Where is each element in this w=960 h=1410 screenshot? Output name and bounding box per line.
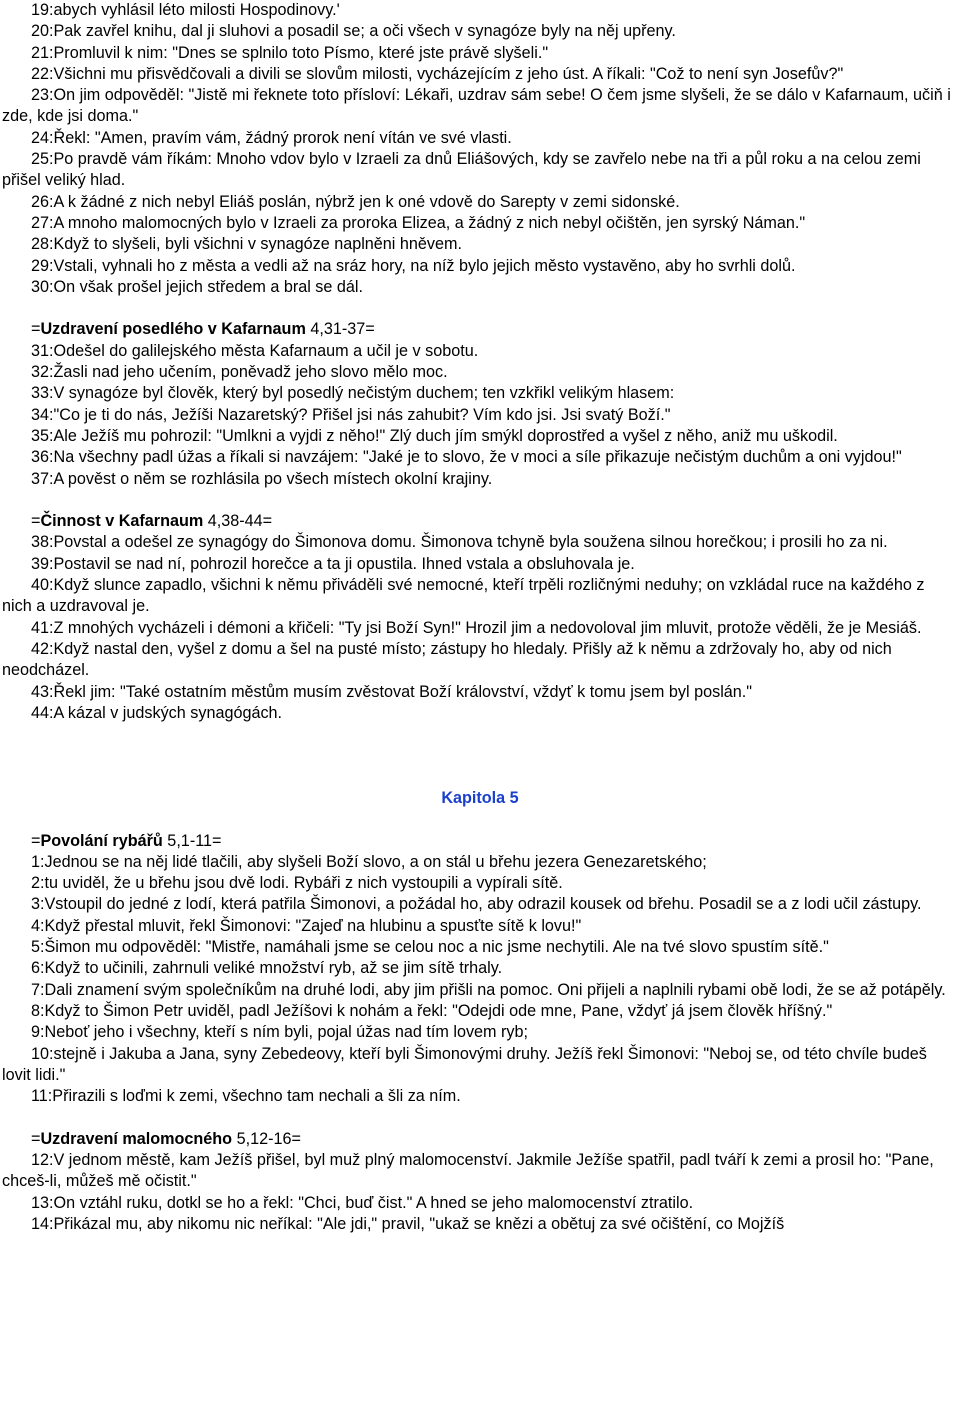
- heading-reference: 5,1-11=: [162, 831, 222, 850]
- chapter-title: Kapitola 5: [441, 788, 519, 807]
- spacer: [2, 298, 958, 319]
- verse: 34:"Co je ti do nás, Ježíši Nazaretský? Přišel jsi nás zahubit? Vím kdo jsi. Jsi svatý Boží.": [31, 405, 671, 424]
- heading-title: Uzdravení posedlého v Kafarnaum: [40, 320, 306, 339]
- spacer: [2, 724, 958, 767]
- heading-reference: 4,31-37=: [305, 320, 375, 339]
- verse: 22:Všichni mu přisvědčovali a divili se slovům milosti, vycházejícím z jeho úst. A říkali: "Což to není syn Josefův?": [31, 64, 844, 83]
- verse: 43:Řekl jim: "Také ostatním městům musím zvěstovat Boží království, vždyť k tomu jsem byl poslán.": [31, 682, 753, 701]
- heading-prefix: =: [31, 831, 41, 850]
- verse-block-2: [2, 341, 958, 490]
- section-heading: [2, 831, 958, 852]
- verse: 26:A k žádné z nich nebyl Eliáš poslán, nýbrž jen k oné vdově do Sarepty v zemi sidonské.: [31, 192, 680, 211]
- heading-reference: 5,12-16=: [232, 1129, 301, 1148]
- spacer: [2, 490, 958, 511]
- verse-block-4: [2, 852, 958, 1108]
- verse-block-1: [2, 0, 958, 298]
- section-heading: [2, 319, 958, 340]
- verse: 9:Neboť jeho i všechny, kteří s ním byli, pojal úžas nad tím lovem ryb;: [31, 1023, 529, 1042]
- verse: 44:A kázal v judských synagógách.: [31, 703, 283, 722]
- verse: 28:Když to slyšeli, byli všichni v synagóze naplněni hněvem.: [31, 235, 462, 254]
- spacer: [2, 1107, 958, 1128]
- verse: 41:Z mnohých vycházeli i démoni a křičeli: "Ty jsi Boží Syn!" Hrozil jim a nedovoloval jim mluvit, protože věděli, že je Mesiáš.: [31, 618, 922, 637]
- verse: 13:On vztáhl ruku, dotkl se ho a řekl: "Chci, buď čist." A hned se jeho malomocenství ztratilo.: [31, 1193, 694, 1212]
- verse: 5:Šimon mu odpověděl: "Mistře, namáhali jsme se celou noc a nic jsme nechytili. Ale na tvé slovo spustím sítě.": [31, 938, 829, 957]
- heading-prefix: =: [31, 512, 41, 531]
- verse: 6:Když to učinili, zahrnuli veliké množství ryb, až se jim sítě trhaly.: [31, 959, 503, 978]
- verse: 40:Když slunce zapadlo, všichni k němu přiváděli své nemocné, kteří trpěli rozličnými neduhy; on vzkládal ruce na každého z nich a uzdravoval je.: [2, 576, 925, 616]
- spacer: [2, 767, 958, 788]
- verse: 12:V jednom městě, kam Ježíš přišel, byl muž plný malomocenství. Jakmile Ježíše spatřil, padl tváří k zemi a prosil ho: "Pane, chceš-li, můžeš mě očistit.": [2, 1151, 934, 1191]
- verse: 33:V synagóze byl člověk, který byl posedlý nečistým duchem; ten vzkřikl velikým hlasem:: [31, 384, 675, 403]
- verse: 36:Na všechny padl úžas a říkali si navzájem: "Jaké je to slovo, že v moci a síle přikazuje nečistým duchům a oni vyjdou!": [31, 448, 902, 467]
- verse: 2:tu uviděl, že u břehu jsou dvě lodi. Rybáři z nich vystoupili a vypírali sítě.: [31, 874, 563, 893]
- verse: 27:A mnoho malomocných bylo v Izraeli za proroka Elizea, a žádný z nich nebyl očištěn, jen syrský Náman.": [31, 213, 806, 232]
- verse: 24:Řekl: "Amen, pravím vám, žádný prorok není vítán ve své vlasti.: [31, 128, 512, 147]
- verse: 4:Když přestal mluvit, řekl Šimonovi: "Zajeď na hlubinu a spusťte sítě k lovu!": [31, 916, 582, 935]
- verse: 14:Přikázal mu, aby nikomu nic neříkal: "Ale jdi," pravil, "ukaž se knězi a obětuj za své očištění, co Mojžíš: [31, 1214, 785, 1233]
- spacer: [2, 809, 958, 830]
- verse: 23:On jim odpověděl: "Jistě mi řeknete toto přísloví: Lékaři, uzdrav sám sebe! O čem jsme slyšeli, že se dálo v Kafarnaum, učiň i zde, kde jsi doma.": [2, 86, 951, 126]
- heading-reference: 4,38-44=: [203, 512, 273, 531]
- verse: 32:Žasli nad jeho učením, poněvadž jeho slovo mělo moc.: [31, 363, 448, 382]
- heading-prefix: =: [31, 320, 41, 339]
- heading-title: Povolání rybářů: [40, 831, 163, 850]
- verse: 20:Pak zavřel knihu, dal ji sluhovi a posadil se; a oči všech v synagóze byly na něj upřeny.: [31, 22, 676, 41]
- verse: 25:Po pravdě vám říkám: Mnoho vdov bylo v Izraeli za dnů Eliášových, kdy se zavřelo nebe na tři a půl roku a na celou zemi přišel veliký hlad.: [2, 150, 921, 190]
- verse: 39:Postavil se nad ní, pohrozil horečce a ta ji opustila. Ihned vstala a obsluhovala je.: [31, 554, 635, 573]
- section-heading: [2, 511, 958, 532]
- heading-title: Činnost v Kafarnaum: [40, 512, 204, 531]
- verse: 37:A pověst o něm se rozhlásila po všech místech okolní krajiny.: [31, 469, 493, 488]
- verse: 42:Když nastal den, vyšel z domu a šel na pusté místo; zástupy ho hledaly. Přišly až k němu a zdržovaly ho, aby od nich neodcházel.: [2, 639, 892, 680]
- verse: 11:Přirazili s loďmi k zemi, všechno tam nechali a šli za ním.: [31, 1087, 461, 1106]
- verse: 38:Povstal a odešel ze synagógy do Šimonova domu. Šimonova tchyně byla soužena silnou horečkou; i prosili ho za ni.: [31, 533, 888, 552]
- heading-prefix: =: [31, 1129, 41, 1148]
- verse: 35:Ale Ježíš mu pohrozil: "Umlkni a vyjdi z něho!" Zlý duch jím smýkl doprostřed a vyšel z něho, aniž mu uškodil.: [31, 426, 838, 445]
- verse-block-3: [2, 532, 958, 724]
- verse-block-5: [2, 1150, 958, 1235]
- section-heading: [2, 1129, 958, 1150]
- verse: 1:Jednou se na něj lidé tlačili, aby slyšeli Boží slovo, a on stál u břehu jezera Genezaretského;: [31, 852, 707, 871]
- verse: 10:stejně i Jakuba a Jana, syny Zebedeovy, kteří byli Šimonovými druhy. Ježíš řekl Šimonovi: "Neboj se, od této chvíle budeš lovit lidi.": [2, 1044, 927, 1084]
- verse: 3:Vstoupil do jedné z lodí, která patřila Šimonovi, a požádal ho, aby odrazil kousek od břehu. Posadil se a z lodi učil zástupy.: [31, 895, 922, 914]
- verse: 21:Promluvil k nim: "Dnes se splnilo toto Písmo, které jste právě slyšeli.": [31, 43, 549, 62]
- verse: 31:Odešel do galilejského města Kafarnaum a učil je v sobotu.: [31, 341, 479, 360]
- verse: 30:On však prošel jejich středem a bral se dál.: [31, 277, 364, 296]
- verse: 8:Když to Šimon Petr uviděl, padl Ježíšovi k nohám a řekl: "Odejdi ode mne, Pane, vždyť já jsem člověk hříšný.": [31, 1001, 833, 1020]
- verse: 29:Vstali, vyhnali ho z města a vedli až na sráz hory, na níž bylo jejich město vystavěno, aby ho svrhli dolů.: [31, 256, 796, 275]
- verse: 19:abych vyhlásil léto milosti Hospodinovy.': [31, 1, 340, 19]
- verse: 7:Dali znamení svým společníkům na druhé lodi, aby jim přišli na pomoc. Oni přijeli a naplnili rybami obě lodi, že se až potápěly.: [31, 980, 946, 999]
- heading-title: Uzdravení malomocného: [40, 1129, 233, 1148]
